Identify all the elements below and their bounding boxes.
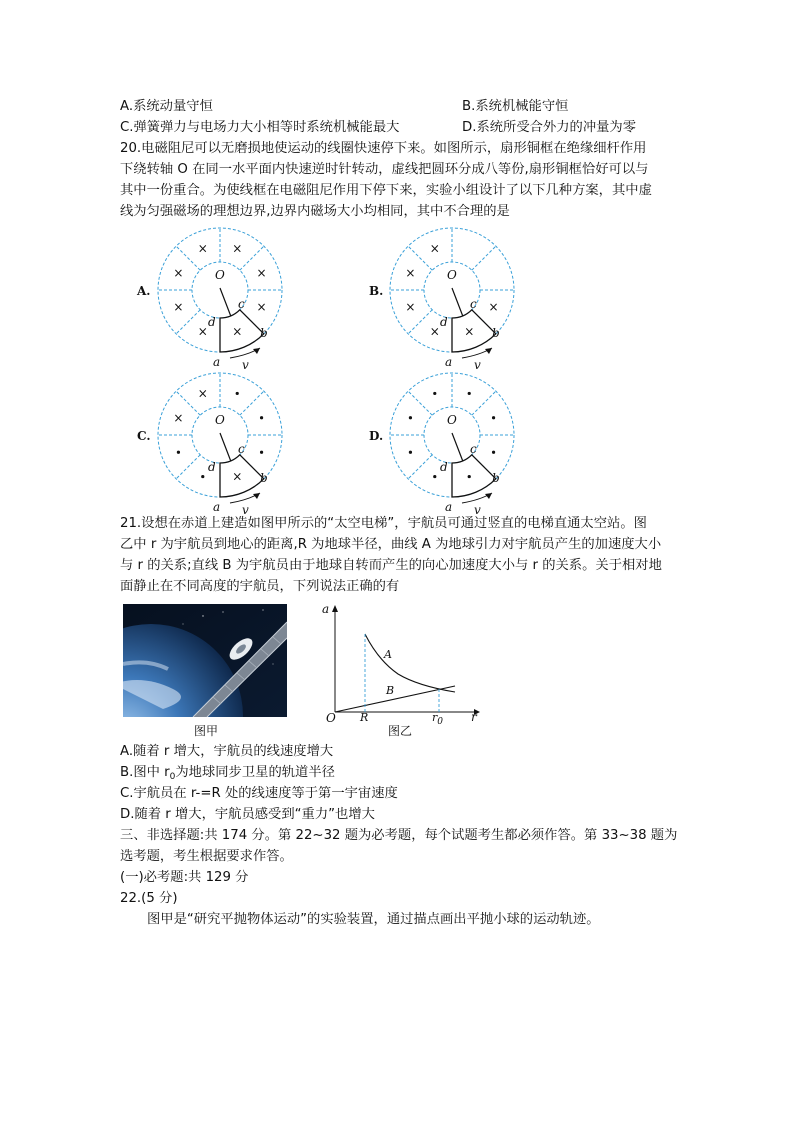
q21-option-a: A.随着 r 增大，宇航员的线速度增大 [120, 744, 334, 759]
field-mark: × [173, 265, 184, 280]
ring-figure-b [362, 222, 547, 372]
q21-option-d: D.随着 r 增大，宇航员感受到“重力”也增大 [120, 807, 375, 822]
field-mark: × [173, 300, 184, 315]
field-mark [409, 416, 412, 419]
frame-field-mark [468, 475, 471, 478]
section3-line-1: 三、非选择题:共 174 分。第 22~32 题为必考题，每个试题考生都必须作答。第 33~38 题为 [120, 828, 678, 843]
field-mark [492, 451, 495, 454]
option-label: C. [137, 429, 151, 443]
frame-field-mark: × [232, 469, 243, 484]
q20-line-1: 20.电磁阻尼可以无磨损地使运动的线圈快速停下来。如图所示，扇形铜框在绝缘细杆作用 [120, 141, 647, 156]
frame-field-mark: × [464, 324, 475, 339]
field-mark: × [429, 324, 440, 339]
graph-tick-r0: $r_0$ [432, 711, 443, 727]
velocity-v-label: v [474, 358, 481, 372]
corner-c-label: c [470, 442, 477, 456]
graph-line-b-label: B [386, 684, 395, 697]
corner-b-label: b [492, 326, 500, 340]
graph-y-label: a [322, 602, 330, 616]
field-mark [409, 451, 412, 454]
field-mark [433, 475, 436, 478]
ring-figure-a [130, 222, 315, 372]
field-mark: × [197, 386, 208, 401]
field-mark: × [232, 241, 243, 256]
velocity-v-label: v [242, 503, 249, 517]
section3-line-5: 图甲是“研究平抛物体运动”的实验装置，通过描点画出平抛小球的运动轨迹。 [147, 912, 600, 927]
field-mark [492, 416, 495, 419]
curve-a [365, 634, 455, 692]
corner-d-label: d [208, 315, 216, 329]
field-mark [236, 392, 239, 395]
field-mark: × [488, 300, 499, 315]
center-o-label: O [215, 268, 225, 282]
space-elevator-photo [123, 604, 287, 717]
corner-a-label: a [213, 500, 221, 514]
q19-option-a: A.系统动量守恒 [120, 99, 213, 114]
field-mark: × [405, 265, 416, 280]
center-o-label: O [447, 413, 457, 427]
field-mark [260, 416, 263, 419]
field-mark [260, 451, 263, 454]
graph-x-label: r [471, 710, 477, 724]
ring-figure-c [130, 367, 315, 517]
section3-line-4: 22.(5 分) [120, 891, 178, 906]
field-mark [468, 392, 471, 395]
copper-frame [452, 455, 496, 497]
q21-option-b: B.图中 $r_0$为地球同步卫星的轨道半径 [120, 765, 335, 782]
corner-c-label: c [238, 297, 245, 311]
field-mark: × [429, 241, 440, 256]
q20-line-3: 其中一份重合。为使线框在电磁阻尼作用下停下来，实验小组设计了以下几种方案，其中虚 [120, 183, 652, 198]
corner-c-label: c [470, 297, 477, 311]
graph-tick-r-earth: R [360, 711, 369, 724]
corner-a-label: a [213, 355, 221, 369]
velocity-v-label: v [474, 503, 481, 517]
corner-a-label: a [445, 355, 453, 369]
field-mark: × [256, 300, 267, 315]
field-mark: × [405, 300, 416, 315]
corner-b-label: b [260, 471, 268, 485]
fig-yi-caption: 图乙 [388, 724, 413, 738]
field-mark [433, 392, 436, 395]
q21-line-3: 与 r 的关系;直线 B 为宇航员由于地球自转而产生的向心加速度大小与 r 的关系。关于相对地 [120, 558, 662, 573]
q21-option-c: C.宇航员在 r-=R 处的线速度等于第一宇宙速度 [120, 786, 398, 801]
center-o-label: O [447, 268, 457, 282]
ring-figure-d [362, 367, 547, 517]
field-mark [201, 475, 204, 478]
corner-c-label: c [238, 442, 245, 456]
center-o-label: O [215, 413, 225, 427]
q21-line-2: 乙中 r 为宇航员到地心的距离,R 为地球半径，曲线 A 为地球引力对宇航员产生的加速度大小 [120, 537, 662, 552]
corner-b-label: b [260, 326, 268, 340]
velocity-v-label: v [242, 358, 249, 372]
q19-option-c: C.弹簧弹力与电场力大小相等时系统机械能最大 [120, 120, 400, 135]
graph-curve-a-label: A [384, 648, 392, 661]
q21-line-4: 面静止在不同高度的宇航员，下列说法正确的有 [120, 579, 400, 594]
q19-option-b: B.系统机械能守恒 [462, 99, 569, 114]
q20-line-4: 线为匀强磁场的理想边界,边界内磁场大小均相同，其中不合理的是 [120, 204, 510, 219]
corner-b-label: b [492, 471, 500, 485]
q19-option-d: D.系统所受合外力的冲量为零 [462, 120, 637, 135]
field-mark: × [197, 324, 208, 339]
q21-line-1: 21.设想在赤道上建造如图甲所示的“太空电梯”，宇航员可通过竖直的电梯直通太空站。图 [120, 516, 647, 531]
field-mark [177, 451, 180, 454]
q20-line-2: 下绕转轴 O 在同一水平面内快速逆时针转动，虚线把圆环分成八等份,扇形铜框恰好可以与 [120, 162, 649, 177]
section3-line-3: (一)必考题:共 129 分 [120, 870, 249, 885]
option-label: A. [137, 284, 151, 298]
field-mark: × [173, 410, 184, 425]
fig-jia-caption: 图甲 [194, 724, 219, 738]
option-label: B. [369, 284, 384, 298]
field-mark: × [256, 265, 267, 280]
section3-line-2: 选考题，考生根据要求作答。 [120, 849, 293, 864]
corner-d-label: d [440, 315, 448, 329]
line-b [335, 686, 455, 712]
option-label: D. [369, 429, 384, 443]
corner-d-label: d [208, 460, 216, 474]
frame-field-mark: × [232, 324, 243, 339]
graph-origin-label: O [326, 711, 336, 725]
acceleration-graph [318, 600, 483, 726]
corner-d-label: d [440, 460, 448, 474]
field-mark: × [197, 241, 208, 256]
corner-a-label: a [445, 500, 453, 514]
